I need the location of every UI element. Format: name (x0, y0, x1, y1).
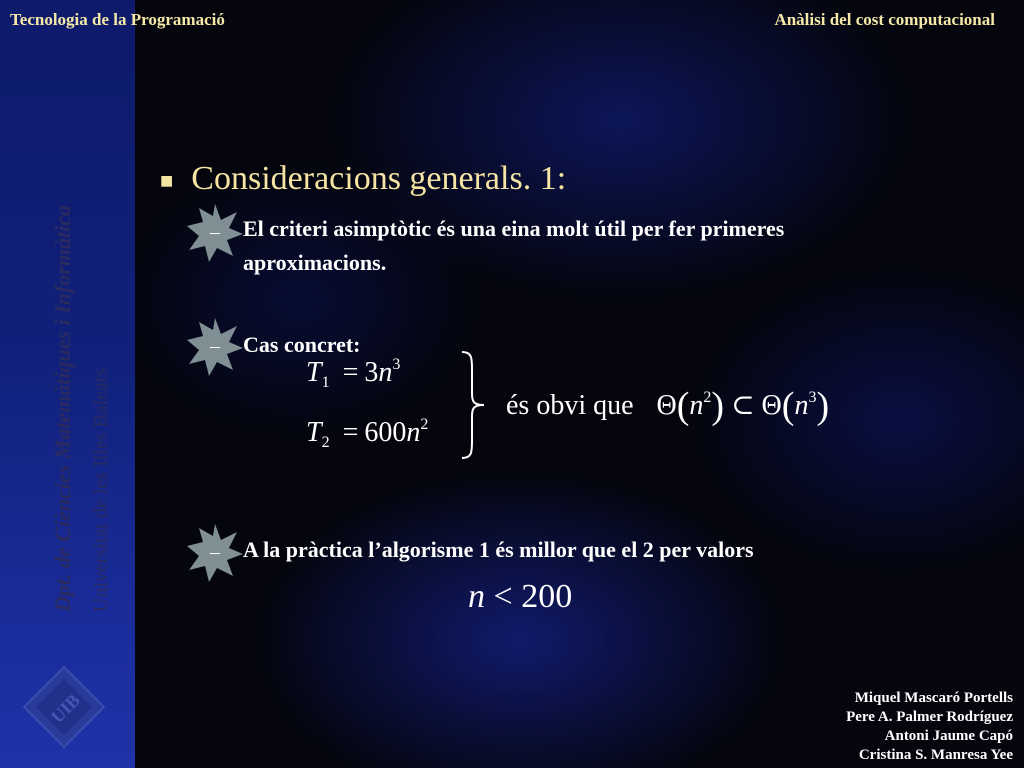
t2-equals: = (342, 417, 359, 448)
paren-open-left: ( (676, 385, 690, 427)
theta-left: Θ (656, 390, 677, 421)
dash-glyph: – (210, 335, 220, 357)
star-bullet-icon (185, 202, 245, 262)
logo-text: UIB (47, 690, 84, 727)
uib-logo (22, 665, 106, 749)
dash-glyph: – (210, 541, 220, 563)
author-credits (846, 689, 1013, 765)
t1-coefficient: 3 (364, 357, 379, 388)
square-bullet-icon: ■ (160, 168, 174, 194)
topic-title: Anàlisi del cost computacional (774, 10, 995, 29)
author-1: Miquel Mascaró Portells (854, 690, 1013, 706)
relation-text: és obvi que (506, 390, 634, 421)
t1-variable: n (378, 357, 393, 388)
paren-close-left: ) (711, 385, 725, 427)
item-asymptotic-line1: El criteri asimptòtic és una eina molt útil per fer primeres (243, 216, 785, 241)
t1-equals: = (342, 357, 359, 388)
formula-relation (506, 384, 829, 428)
t2-subscript: 2 (321, 434, 330, 451)
subset-symbol: ⊂ (731, 390, 755, 421)
bound-variable: n (468, 578, 485, 615)
theta-right: Θ (761, 390, 782, 421)
slide-title-text: Consideracions generals. 1: (191, 160, 567, 197)
rel-var-right: n (794, 390, 809, 421)
formula-t1 (306, 356, 400, 392)
author-3: Antoni Jaume Capó (884, 728, 1013, 744)
formula-bound (468, 578, 572, 616)
item-in-practice: A la pràctica l’algorisme 1 és millor que el 2 per valors (243, 537, 754, 562)
university-label: Universitat de les Illes Balears (90, 367, 112, 612)
t2-variable: n (406, 417, 421, 448)
star-bullet-icon (185, 316, 245, 376)
t1-symbol: T (306, 357, 322, 388)
paren-close-right: ) (816, 385, 830, 427)
t2-coefficient: 600 (364, 417, 407, 448)
t2-exponent: 2 (420, 416, 429, 433)
course-title: Tecnologia de la Programació (10, 10, 225, 29)
slide-title (160, 160, 566, 198)
author-2: Pere A. Palmer Rodríguez (846, 709, 1013, 725)
bound-operator: < (493, 578, 513, 615)
formula-t2 (306, 416, 428, 452)
item-asymptotic-line2: aproximacions. (243, 250, 387, 275)
right-brace-icon (458, 350, 488, 460)
star-bullet-icon (185, 522, 245, 582)
item-concrete-case: Cas concret: (243, 332, 361, 357)
dash-glyph: – (210, 221, 220, 243)
author-4: Cristina S. Manresa Yee (858, 747, 1013, 763)
bound-value: 200 (521, 578, 573, 615)
department-label: Dpt. de Ciències Matemàtiques i Informàtica (50, 205, 75, 612)
sidebar-band (0, 0, 135, 768)
rel-exp-left: 2 (703, 389, 712, 406)
item-asymptotic (243, 212, 963, 280)
rel-exp-right: 3 (808, 389, 817, 406)
paren-open-right: ( (781, 385, 795, 427)
t1-exponent: 3 (392, 356, 401, 373)
t1-subscript: 1 (321, 374, 330, 391)
rel-var-left: n (689, 390, 704, 421)
t2-symbol: T (306, 417, 322, 448)
